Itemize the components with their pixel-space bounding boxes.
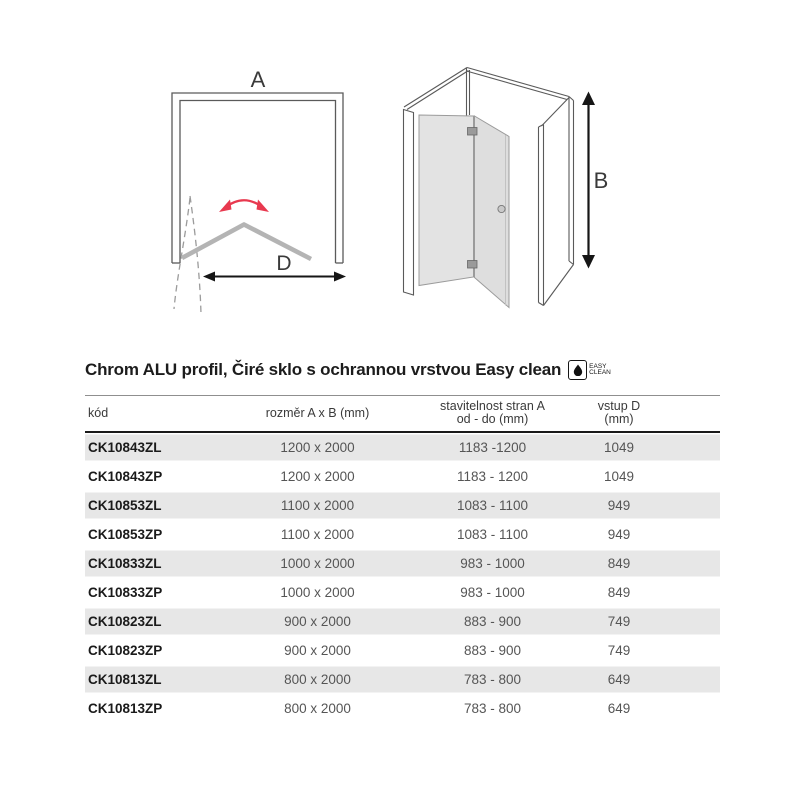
cell-entry: 949	[580, 491, 720, 520]
cell-size: 1000 x 2000	[230, 549, 405, 578]
table-row	[85, 636, 720, 665]
cell-code: CK10823ZL	[85, 607, 230, 636]
cell-adjust: 983 - 1000	[460, 585, 525, 600]
cell-code: CK10843ZL	[85, 432, 230, 462]
cell-adjust: 783 - 800	[405, 665, 580, 694]
cell-code: CK10843ZP	[88, 469, 163, 484]
table-row	[85, 607, 720, 636]
table-row	[85, 520, 720, 549]
header-adjust: stavitelnost stran A od - do (mm)	[405, 396, 580, 433]
cell-size: 1200 x 2000	[230, 432, 405, 462]
cell-adjust: 883 - 900	[405, 607, 580, 636]
easy-clean-badge	[568, 360, 611, 380]
frame-outline	[172, 93, 343, 263]
cell-code: CK10833ZL	[85, 549, 230, 578]
cell-adjust: 1083 - 1100	[405, 491, 580, 520]
droplet-icon	[568, 360, 587, 380]
table-row	[85, 549, 720, 578]
cell-size: 800 x 2000	[230, 665, 405, 694]
spec-table	[85, 395, 720, 723]
table-row	[85, 578, 720, 607]
cell-size: 1000 x 2000	[280, 585, 355, 600]
cell-size: 900 x 2000	[230, 607, 405, 636]
cell-size: 1100 x 2000	[230, 491, 405, 520]
cell-code: CK10813ZP	[88, 701, 163, 716]
badge-line-2: CLEAN	[589, 369, 611, 376]
cell-code: CK10853ZL	[85, 491, 230, 520]
perspective-view-diagram	[390, 50, 620, 330]
cell-entry: 849	[580, 549, 720, 578]
table-row	[85, 694, 720, 723]
cell-size: 1100 x 2000	[280, 527, 355, 542]
cell-size: 1200 x 2000	[280, 469, 355, 484]
cell-adjust: 983 - 1000	[405, 549, 580, 578]
cell-code: CK10833ZP	[88, 585, 163, 600]
bottom-hinge-icon	[468, 261, 478, 269]
section-title: Chrom ALU profil, Čiré sklo s ochrannou vrstvou Easy clean	[85, 360, 562, 379]
header-code: kód	[85, 396, 230, 433]
cell-adjust: 1183 - 1200	[456, 469, 529, 484]
door-knob-icon	[498, 205, 505, 212]
table-row	[85, 665, 720, 694]
entry-width-arrow	[203, 272, 346, 282]
header-entry: vstup D (mm)	[580, 396, 720, 433]
dimension-d-label: D	[276, 252, 292, 275]
cell-entry: 649	[580, 665, 720, 694]
cell-size: 800 x 2000	[284, 701, 351, 716]
top-hinge-icon	[468, 128, 478, 136]
spec-table-wrap	[85, 395, 720, 723]
open-door-outline	[182, 225, 311, 260]
badge-line-1: EASY	[589, 362, 607, 370]
dimension-b-label: B	[593, 168, 609, 193]
fixed-glass-panel	[419, 115, 474, 286]
swing-direction-arrow	[219, 200, 269, 213]
cell-adjust: 783 - 800	[463, 701, 522, 716]
table-row	[85, 491, 720, 520]
front-view-diagram	[140, 55, 370, 325]
cell-entry: 1049	[580, 432, 720, 462]
section-title-row	[85, 359, 735, 381]
table-row	[85, 432, 720, 462]
cell-adjust: 883 - 900	[463, 643, 522, 658]
cell-entry: 749	[580, 607, 720, 636]
dimension-a-label: A	[250, 67, 266, 92]
left-wall-profile	[404, 110, 414, 296]
cell-entry: 949	[607, 527, 631, 542]
cell-entry: 649	[607, 701, 631, 716]
cell-entry: 849	[607, 585, 631, 600]
cell-code: CK10823ZP	[88, 643, 163, 658]
table-header-row	[85, 396, 720, 433]
cell-code: CK10853ZP	[88, 527, 163, 542]
cell-adjust: 1083 - 1100	[456, 527, 529, 542]
cell-code: CK10813ZL	[85, 665, 230, 694]
cell-adjust: 1183 -1200	[405, 432, 580, 462]
table-row	[85, 462, 720, 491]
easy-clean-badge-text	[589, 364, 611, 377]
header-size: rozměr A x B (mm)	[230, 396, 405, 433]
cell-entry: 1049	[603, 469, 635, 484]
cell-size: 900 x 2000	[284, 643, 351, 658]
cell-entry: 749	[607, 643, 631, 658]
